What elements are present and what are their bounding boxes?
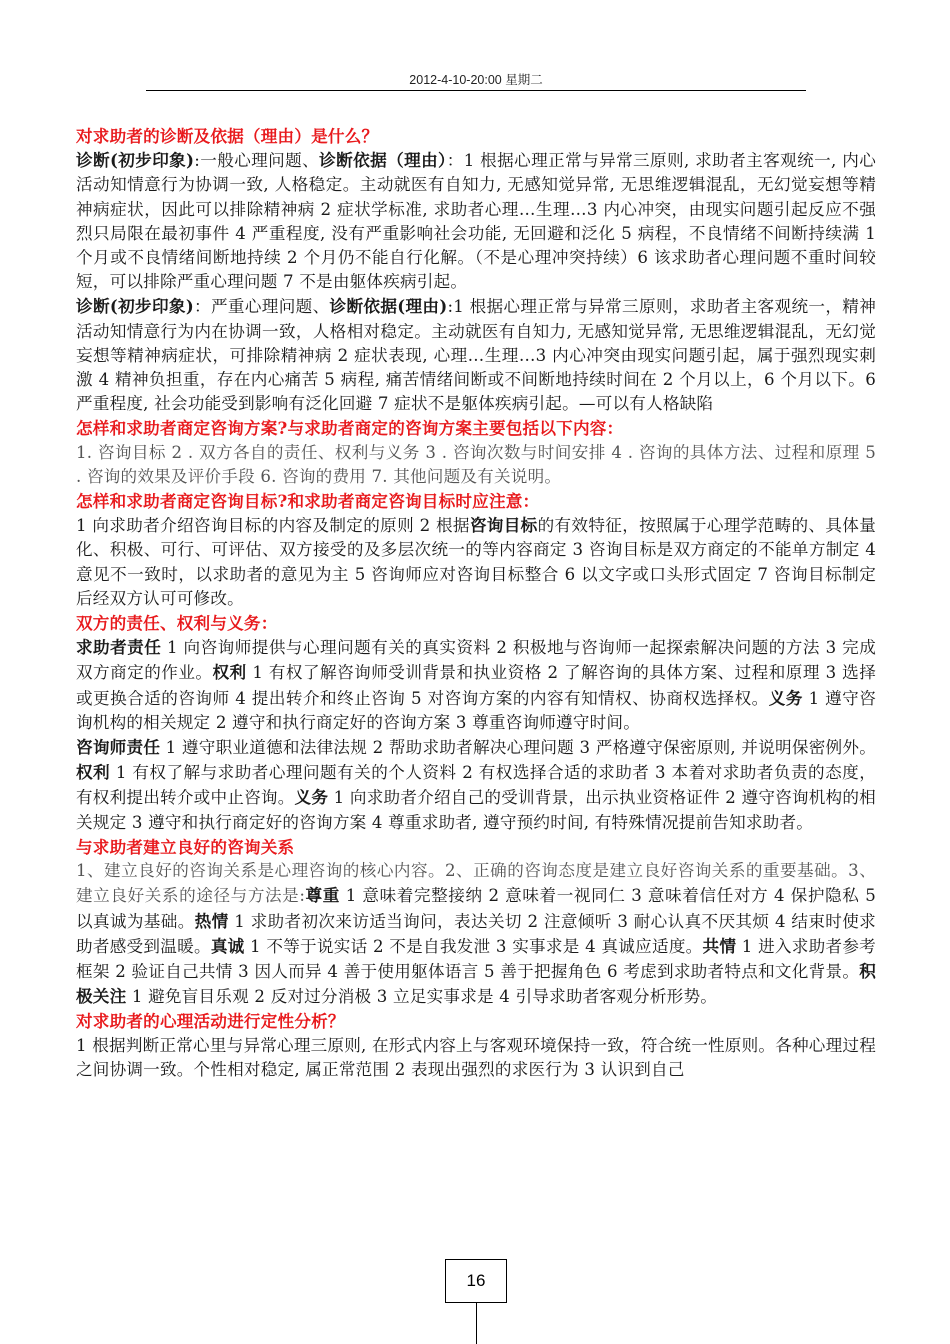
section-heading-relationship: 与求助者建立良好的咨询关系 xyxy=(76,836,295,857)
term-obligations: 义务 xyxy=(768,687,803,708)
text: 1 向求助者介绍咨询目标的内容及制定的原则 2 根据 xyxy=(76,516,470,536)
term-diagnosis: 诊断(初步印象) xyxy=(76,296,194,317)
term-sincerity: 真诚 xyxy=(210,935,245,956)
text: 1 遵守咨询机构的相关规定 2 遵守和执行商定好的咨询方案 3 尊重咨询师遵守时间。 xyxy=(76,688,876,732)
section-heading-plan: 怎样和求助者商定咨询方案?与求助者商定的咨询方案主要包括以下内容： xyxy=(76,418,624,439)
text: 1 遵守职业道德和法律法规 2 帮助求助者解决心理问题 3 严格遵守保密原则, 并说明保密例外。 xyxy=(160,738,876,758)
text: 1 求助者初次来访适当询问，表达关切 2 注意倾听 3 耐心认真不厌其烦 4 结束时使求助者感受到温暖。 xyxy=(76,911,876,956)
text: :1 根据心理正常与异常三原则，求助者主客观统一，精神活动知情意行为内在协调一致，人格相对稳定。主动就医有自知力, 无感知觉异常, 无思维逻辑混乱，无幻觉妄想等精神病症状，可排除精神病 2 症状表现, 心理…生理…3 内心冲突由现实问题引起，属于强烈现实刺激 4 精神负担重，存在内心痛苦 5 病程, 痛苦情绪间断或不间断地持续时间在 2 个月以上，6 个月以下。6 严重程度, 社会功能受到影响有泛化回避 7 症状不是躯体疾病引起。—可以有人格缺陷 xyxy=(76,297,876,414)
text: :一般心理问题、 xyxy=(194,151,320,171)
text: 1 有权了解与求助者心理问题有关的个人资料 2 有权选择合适的求助者 3 本着对求助者负责的态度，有权利提出转介或中止咨询。 xyxy=(76,763,876,808)
paragraph-client-duties xyxy=(76,635,876,735)
paragraph-serious-problem xyxy=(76,294,876,416)
term-warmth: 热情 xyxy=(194,910,229,931)
term-rights: 权利 xyxy=(76,762,111,783)
term-counselor-responsibility: 咨询师责任 xyxy=(76,737,161,758)
section-heading-diagnosis: 对求助者的诊断及依据（理由）是什么？ xyxy=(76,126,379,146)
page-header: 2012-4-10-20:00 星期二 xyxy=(409,73,543,87)
term-basis: 诊断依据(理由) xyxy=(329,296,448,317)
paragraph-analysis: 1 根据判断正常心里与异常心理三原则, 在形式内容上与客观环境保持一致，符合统一性原则。各种心理过程之间协调一致。个性相对稳定, 属正常范围 2 表现出强烈的求医行为 3 认识到自己 xyxy=(76,1035,876,1079)
page-number: 16 xyxy=(445,1259,507,1303)
text: 1、建立良好的咨询关系是心理咨询的核心内容。2、正确的咨询态度是建立良好咨询关系的重要基础。3、建立良好关系的途径与方法是: xyxy=(76,861,876,906)
text: 1 避免盲目乐观 2 反对过分消极 3 立足实事求是 4 引导求助者客观分析形势。 xyxy=(126,987,718,1007)
term-obligations: 义务 xyxy=(294,787,329,808)
term-diagnosis: 诊断(初步印象) xyxy=(76,150,195,171)
text: 1 进入求助者参考框架 2 验证自己共情 3 因人而异 4 善于使用躯体语言 5 善于把握角色 6 考虑到求助者特点和文化背景。 xyxy=(76,936,876,981)
term-empathy: 共情 xyxy=(702,935,737,956)
term-client-responsibility: 求助者责任 xyxy=(76,637,162,658)
document-body xyxy=(76,124,876,1082)
section-heading-goals: 怎样和求助者商定咨询目标?和求助者商定咨询目标时应注意： xyxy=(76,491,540,512)
text: 1 不等于说实话 2 不是自我发泄 3 实事求是 4 真诚应适度。 xyxy=(244,936,703,956)
paragraph-goals xyxy=(76,513,876,611)
paragraph-relationship xyxy=(76,859,876,1009)
paragraph-counselor-duties xyxy=(76,735,876,835)
paragraph-general-problem xyxy=(76,148,876,294)
term-basis: 诊断依据（理由） xyxy=(319,150,447,171)
text: 的有效特征，按照属于心理学范畴的、具体量化、积极、可行、可评估、双方接受的及多层次统一的等内容商定 3 咨询目标是双方商定的不能单方制定 4 意见不一致时，以求助者的意见为主 5 咨询师应对咨询目标整合 6 以文字或口头形式固定 7 咨询目标制定后经双方认可可修改。 xyxy=(76,516,876,608)
text: 1 向求助者介绍自己的受训背景，出示执业资格证件 2 遵守咨询机构的相关规定 3 遵守和执行商定好的咨询方案 4 尊重求助者, 遵守预约时间, 有特殊情况提前告知求助者。 xyxy=(76,788,876,832)
header-rule xyxy=(146,90,806,91)
text: ：1 根据心理正常与异常三原则, 求助者主客观统一, 内心活动知情意行为协调一致, 人格稳定。主动就医有自知力, 无感知觉异常, 无思维逻辑混乱，无幻觉妄想等精神病症状，因此可以排除精神病 2 症状学标准, 求助者心理…生理…3 内心冲突，由现实问题引起反应不强烈只局限在最初事件 4 严重程度, 没有严重影响社会功能, 无回避和泛化 5 病程，不良情绪不间断持续满 1 个月或不良情绪间断地持续 2 个月仍不能自行化解。（不是心理冲突持续）6 该求助者心理问题不重时间较短，可以排除严重心理问题 7 不是由躯体疾病引起。 xyxy=(76,151,876,292)
term-respect: 尊重 xyxy=(305,885,340,906)
term-goal: 咨询目标 xyxy=(469,515,538,536)
text: 1 有权了解咨询师受训背景和执业资格 2 了解咨询的具体方案、过程和原理 3 选择或更换合适的咨询师 4 提出转介和终止咨询 5 对咨询方案的内容有知情权、协商权选择权。 xyxy=(76,663,877,708)
text: ：严重心理问题、 xyxy=(193,297,330,317)
term-rights: 权利 xyxy=(212,662,247,683)
footer-rule xyxy=(476,1302,477,1344)
section-heading-analysis: 对求助者的心理活动进行定性分析？ xyxy=(76,1011,345,1032)
term-positive-regard: 积极关注 xyxy=(76,960,876,1007)
text: 1 向咨询师提供与心理问题有关的真实资料 2 积极地与咨询师一起探索解决问题的方法 3 完成双方商定的作业。 xyxy=(76,638,876,683)
section-heading-duties: 双方的责任、权利与义务： xyxy=(76,613,278,634)
text: 1 意味着完整接纳 2 意味着一视同仁 3 意味着信任对方 4 保护隐私 5 以真诚为基础。 xyxy=(76,886,877,931)
paragraph-plan-contents: 1. 咨询目标 2 . 双方各自的责任、权利与义务 3 . 咨询次数与时间安排 4 . 咨询的具体方法、过程和原理 5 . 咨询的效果及评价手段 6. 咨询的费用 7. 其他问题及有关说明。 xyxy=(76,442,876,486)
